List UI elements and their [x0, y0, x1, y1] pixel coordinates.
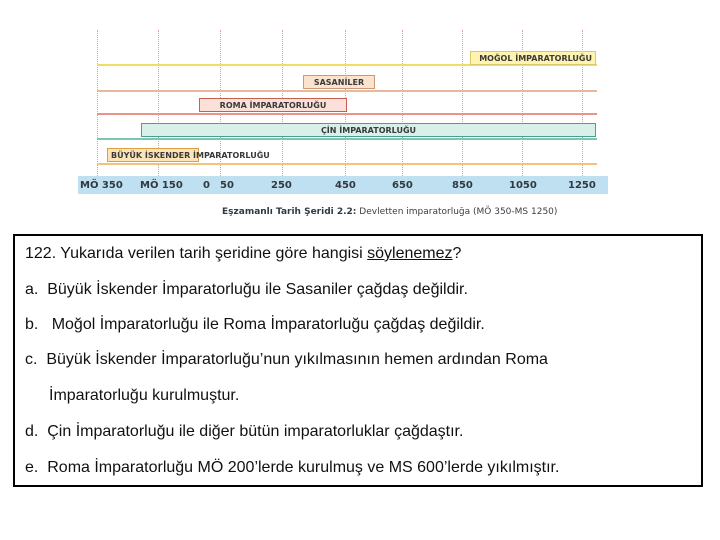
sasani-span-line — [97, 90, 597, 92]
iskender-empire-bar — [107, 148, 270, 162]
axis-tick: 50 — [220, 180, 234, 191]
option-e[interactable] — [25, 459, 559, 477]
option-letter: b. — [25, 316, 39, 333]
cin-empire-label: ÇİN İMPARATORLUĞU — [320, 125, 417, 135]
sasani-empire-label: SASANİLER — [313, 77, 365, 87]
option-letter: a. — [25, 281, 39, 298]
gridline — [402, 30, 403, 176]
option-text: Büyük İskender İmparatorluğu ile Sasaniler çağdaş değildir. — [47, 281, 468, 298]
gridline — [462, 30, 463, 176]
cin-span-line — [97, 138, 597, 140]
roma-empire-label: ROMA İMPARATORLUĞU — [219, 100, 327, 110]
roma-span-line — [97, 113, 597, 115]
axis-tick: MÖ 150 — [140, 180, 183, 191]
question-end: ? — [452, 245, 462, 262]
option-text: İmparatorluğu kurulmuştur. — [49, 387, 240, 404]
axis-tick: 650 — [392, 180, 413, 191]
mongol-empire-bar — [470, 51, 596, 65]
option-b[interactable] — [25, 316, 485, 334]
axis-tick: 850 — [452, 180, 473, 191]
option-text: Roma İmparatorluğu MÖ 200’lerde kurulmuş ve MS 600’lerde yıkılmıştır. — [47, 459, 560, 476]
option-letter: c. — [25, 351, 38, 368]
option-text: Moğol İmparatorluğu ile Roma İmparatorluğu çağdaş değildir. — [51, 316, 485, 333]
option-letter: d. — [25, 423, 39, 440]
option-d[interactable] — [25, 423, 463, 441]
iskender-empire-label: BÜYÜK İSKENDER İMPARATORLUĞU — [111, 150, 270, 160]
timeline-figure — [0, 0, 720, 230]
option-c-continued — [49, 387, 239, 405]
option-text: Büyük İskender İmparatorluğu’nun yıkılmasının hemen ardından Roma — [46, 351, 548, 368]
option-text: Çin İmparatorluğu ile diğer bütün imparatorluklar çağdaştır. — [47, 423, 464, 440]
option-c[interactable] — [25, 351, 548, 369]
option-a[interactable] — [25, 281, 468, 299]
axis-tick: 250 — [271, 180, 292, 191]
question-stem — [25, 245, 461, 263]
figure-caption — [222, 207, 557, 217]
cin-empire-bar — [141, 123, 596, 137]
caption-title: Eşzamanlı Tarih Şeridi 2.2: — [222, 207, 357, 217]
axis-tick: 450 — [335, 180, 356, 191]
roma-empire-bar — [199, 98, 347, 112]
question-box — [13, 234, 703, 487]
sasani-empire-bar — [303, 75, 375, 89]
axis-tick: 1250 — [568, 180, 596, 191]
question-emphasis: söylenemez — [367, 245, 453, 262]
axis-tick: 0 — [203, 180, 210, 191]
axis-tick: 1050 — [509, 180, 537, 191]
caption-text: Devletten imparatorluğa (MÖ 350-MS 1250) — [356, 207, 558, 217]
option-letter: e. — [25, 459, 39, 476]
question-text: 122. Yukarıda verilen tarih şeridine göre hangisi — [25, 245, 368, 262]
axis-tick: MÖ 350 — [80, 180, 123, 191]
gridline — [97, 30, 98, 176]
mongol-empire-label: MOĞOL İMPARATORLUĞU — [479, 53, 592, 63]
iskender-span-line — [97, 163, 597, 165]
